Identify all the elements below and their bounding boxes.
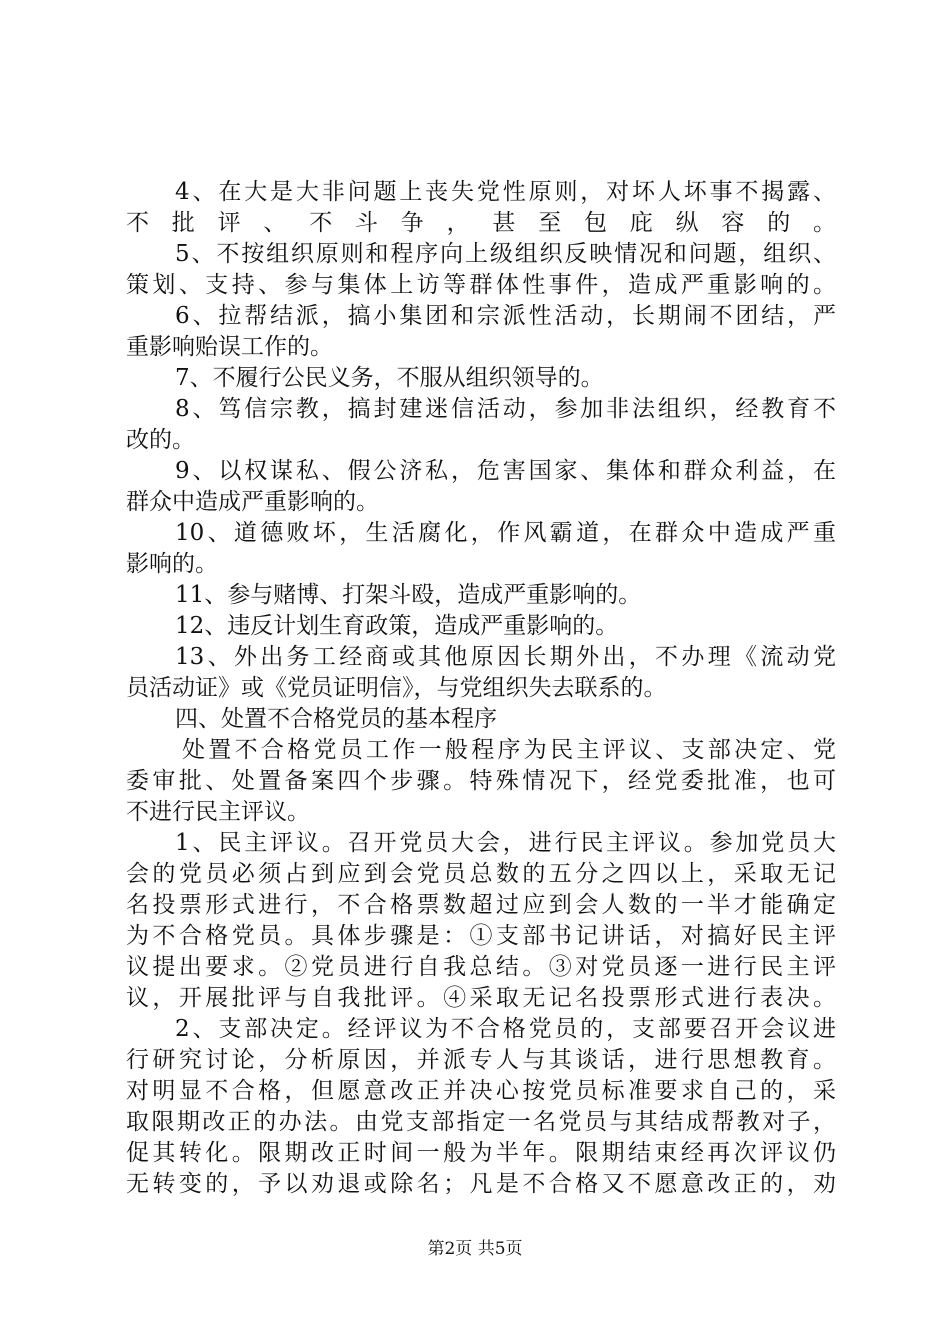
text-line: 取限期改正的办法。由党支部指定一名党员与其结成帮教对子， <box>126 1109 836 1135</box>
text-line: 12、违反计划生育政策，造成严重影响的。 <box>175 613 619 639</box>
text-line: 1、民主评议。召开党员大会，进行民主评议。参加党员大 <box>175 830 836 856</box>
text-line: 策划、支持、参与集体上访等群体性事件，造成严重影响的。 <box>126 272 836 298</box>
text-line: 名投票形式进行，不合格票数超过应到会人数的一半才能确定 <box>126 892 836 918</box>
text-line: 群众中造成严重影响的。 <box>126 489 379 515</box>
text-line: 影响的。 <box>126 551 218 577</box>
text-line: 8、笃信宗教，搞封建迷信活动，参加非法组织，经教育不 <box>175 396 836 422</box>
text-line: 11、参与赌博、打架斗殴，造成严重影响的。 <box>175 582 642 608</box>
text-line: 会的党员必须占到应到会党员总数的五分之四以上，采取无记 <box>126 861 836 887</box>
page-number-label: 第2页 共5页 <box>427 1239 523 1259</box>
text-line: 行研究讨论，分析原因，并派专人与其谈话，进行思想教育。 <box>126 1047 836 1073</box>
text-line: 无转变的，予以劝退或除名；凡是不合格又不愿意改正的，劝 <box>126 1171 836 1197</box>
text-line: 13、外出务工经商或其他原因长期外出，不办理《流动党 <box>175 644 836 670</box>
text-line: 9、以权谋私、假公济私，危害国家、集体和群众利益，在 <box>175 458 836 484</box>
text-line: 5、不按组织原则和程序向上级组织反映情况和问题，组织、 <box>175 241 836 267</box>
text-line: 2、支部决定。经评议为不合格党员的，支部要召开会议进 <box>175 1016 836 1042</box>
text-line: 不进行民主评议。 <box>126 799 310 825</box>
text-line: 委审批、处置备案四个步骤。特殊情况下，经党委批准，也可 <box>126 768 836 794</box>
text-line: 为不合格党员。具体步骤是：①支部书记讲话，对搞好民主评 <box>126 923 836 949</box>
text-line: 重影响贻误工作的。 <box>126 334 333 360</box>
text-line: 员活动证》或《党员证明信》，与党组织失去联系的。 <box>126 675 667 701</box>
section-heading: 四、处置不合格党员的基本程序 <box>175 706 497 732</box>
text-line: 改的。 <box>126 427 195 453</box>
text-line: 对明显不合格，但愿意改正并决心按党员标准要求自己的，采 <box>126 1078 836 1104</box>
text-line: 6、拉帮结派，搞小集团和宗派性活动，长期闹不团结，严 <box>175 303 836 329</box>
text-line: 议，开展批评与自我批评。④采取无记名投票形式进行表决。 <box>126 985 836 1011</box>
text-line: 议提出要求。②党员进行自我总结。③对党员逐一进行民主评 <box>126 954 836 980</box>
text-line: 4、在大是大非问题上丧失党性原则，对坏人坏事不揭露、 <box>175 179 836 205</box>
text-line: 处置不合格党员工作一般程序为民主评议、支部决定、党 <box>182 737 836 763</box>
page-footer <box>0 1238 950 1260</box>
text-line: 7、不履行公民义务，不服从组织领导的。 <box>175 365 604 391</box>
text-line: 不批评、不斗争，甚至包庇纵容的。 <box>126 210 836 236</box>
text-line: 10、道德败坏，生活腐化，作风霸道，在群众中造成严重 <box>175 520 836 546</box>
text-line: 促其转化。限期改正时间一般为半年。限期结束经再次评议仍 <box>126 1140 836 1166</box>
